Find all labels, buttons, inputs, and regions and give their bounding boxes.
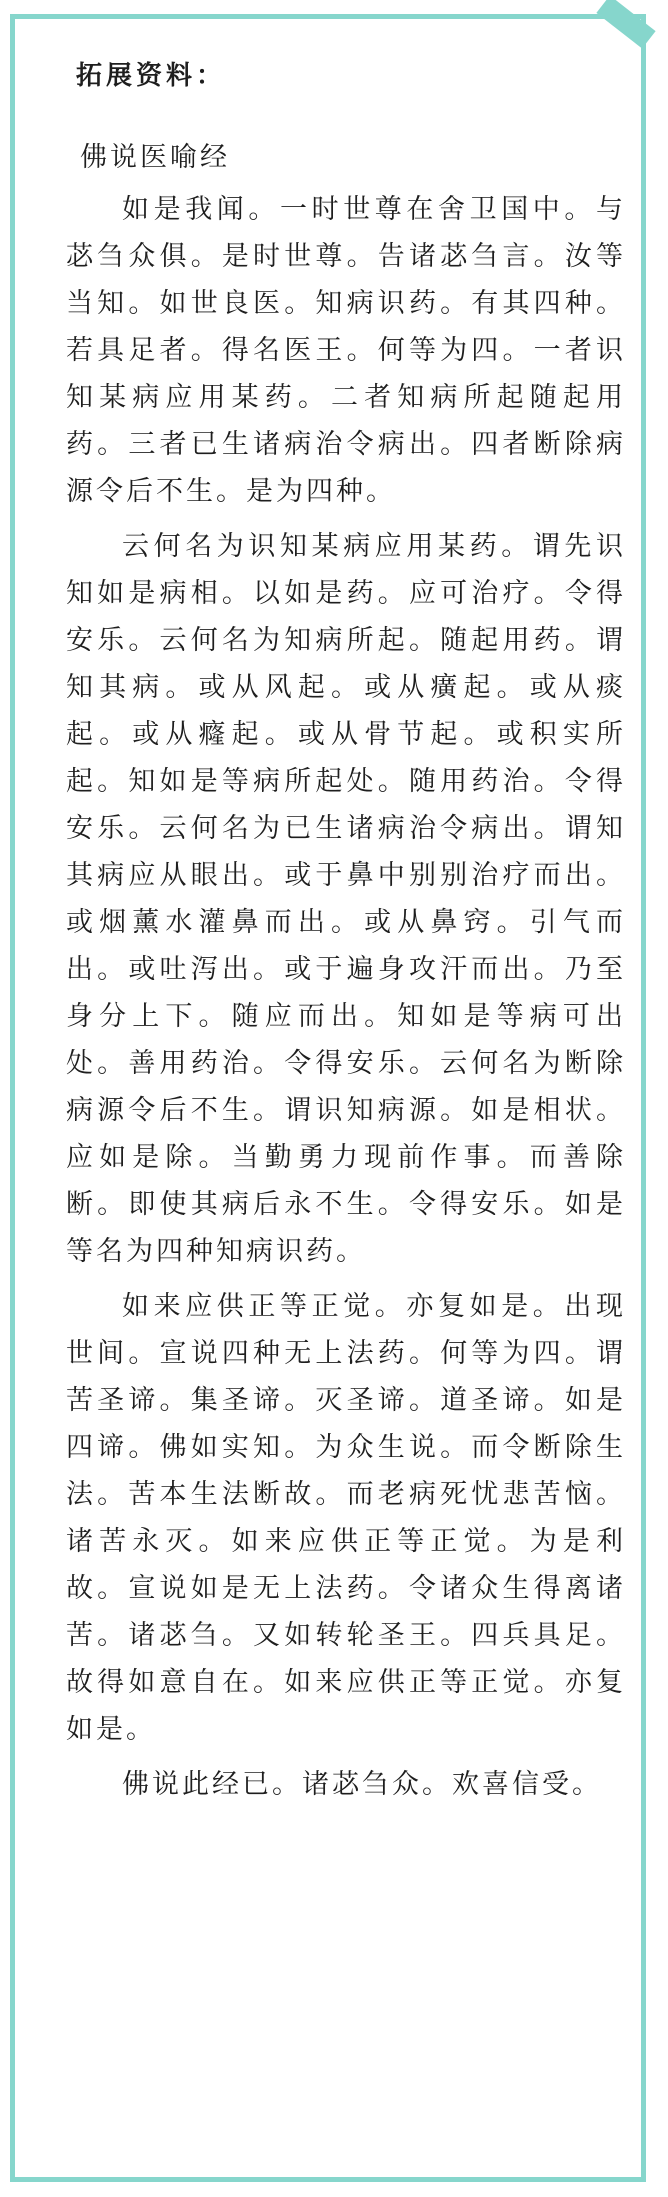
paragraph-2: 云何名为识知某病应用某药。谓先识知如是病相。以如是药。应可治疗。令得安乐。云何名为知病所起。随起用药。谓知其病。或从风起。或从癀起。或从痰起。或从癃起。或从骨节起。或积实所起。知如是等病所起处。随用药治。令得安乐。云何名为已生诸病治令病出。谓知其病应从眼出。或于鼻中别别治疗而出。或烟薰水灌鼻而出。或从鼻窍。引气而出。或吐泻出。或于遍身攻汗而出。乃至身分上下。随应而出。知如是等病可出处。善用药治。令得安乐。云何名为断除病源令后不生。谓识知病源。如是相状。应如是除。当勤勇力现前作事。而善除断。即使其病后永不生。令得安乐。如是等名为四种知病识药。 [66,531,626,1267]
paragraph-1: 如是我闻。一时世尊在舍卫国中。与苾刍众俱。是时世尊。告诸苾刍言。汝等当知。如世良医。知病识药。有其四种。若具足者。得名医王。何等为四。一者识知某病应用某药。二者知病所起随起用药。三者已生诸病治令病出。四者断除病源令后不生。是为四种。 [66,194,626,507]
paragraph-4: 佛说此经已。诸苾刍众。欢喜信受。 [122,1769,602,1800]
section-heading: 拓展资料： [76,61,227,91]
sutra-title: 佛说医喻经 [80,142,230,173]
corner-tab-decoration [596,0,655,49]
paragraph-3: 如来应供正等正觉。亦复如是。出现世间。宣说四种无上法药。何等为四。谓苦圣谛。集圣谛。灭圣谛。道圣谛。如是四谛。佛如实知。为众生说。而令断除生法。苦本生法断故。而老病死忧悲苦恼。诸苦永灭。如来应供正等正觉。为是利故。宣说如是无上法药。令诸众生得离诸苦。诸苾刍。又如转轮圣王。四兵具足。故得如意自在。如来应供正等正觉。亦复如是。 [66,1291,626,1745]
document-content [66,52,626,1816]
